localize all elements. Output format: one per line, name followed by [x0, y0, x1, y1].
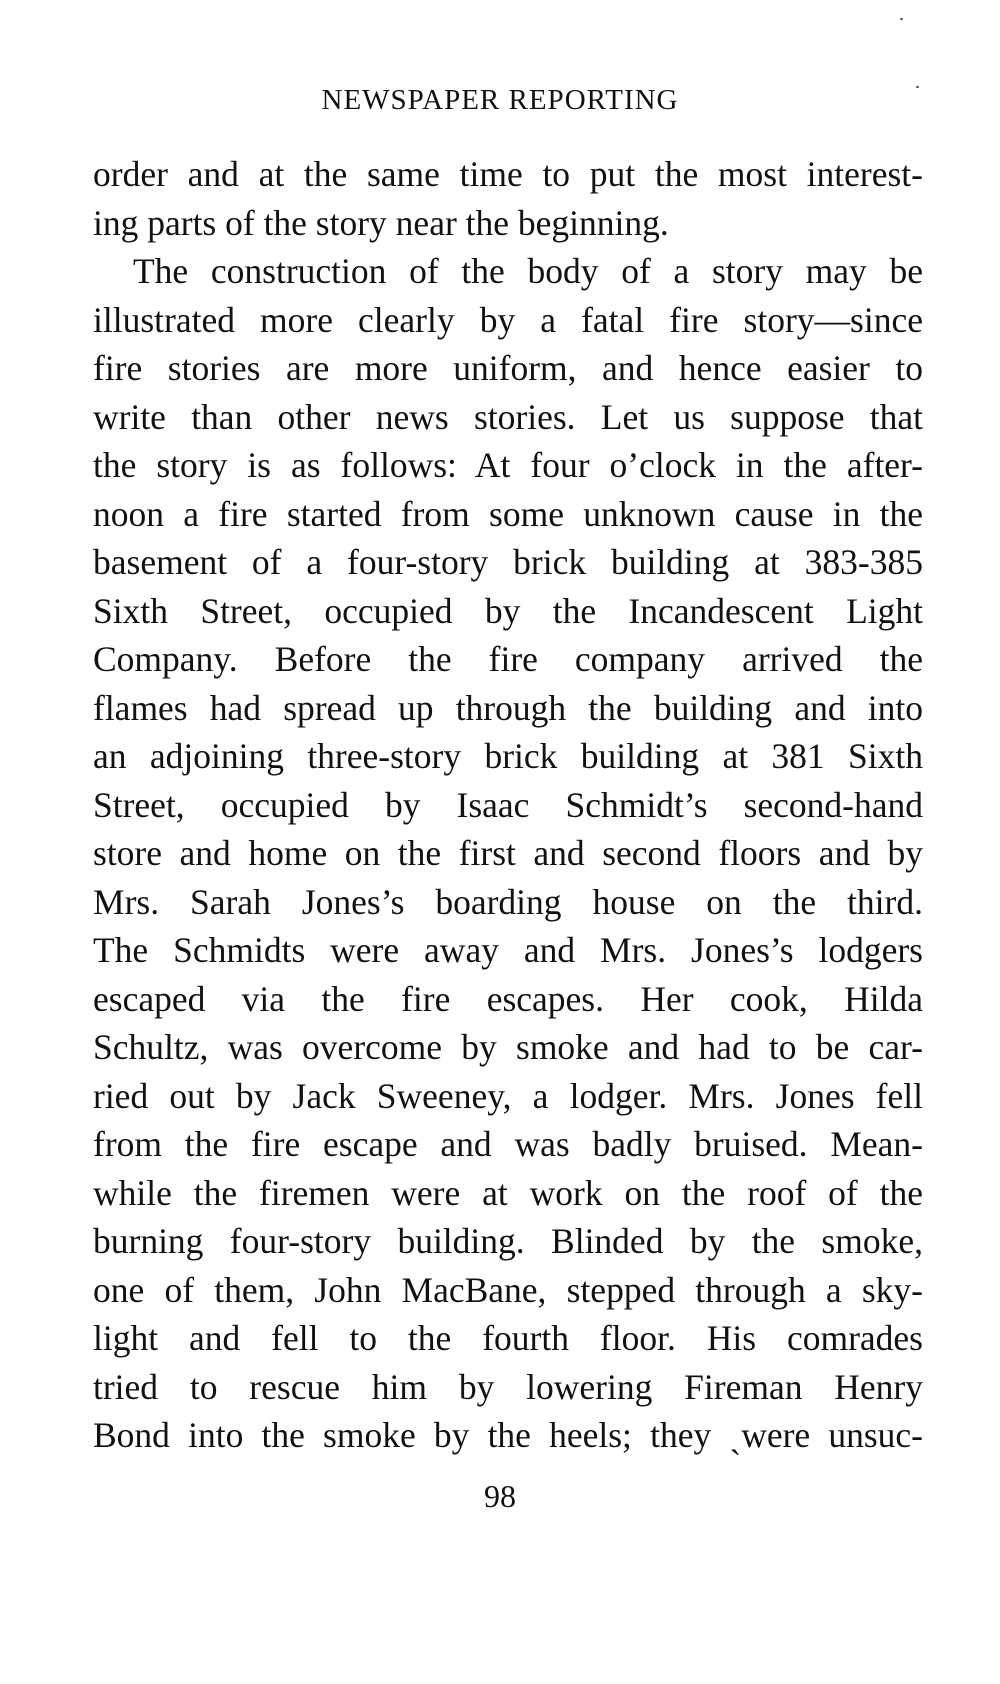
- text-line: Schultz, was overcome by smoke and had to be car-: [93, 1027, 923, 1067]
- text-line: Mrs. Sarah Jones’s boarding house on the third.: [93, 881, 923, 922]
- text-line: illustrated more clearly by a fatal fire story—since: [93, 299, 923, 340]
- text-line: Street, occupied by Isaac Schmidt’s second-hand: [93, 784, 923, 825]
- print-speck: [900, 18, 903, 20]
- body-text: [93, 150, 923, 1460]
- text-line: ried out by Jack Sweeney, a lodger. Mrs. Jones fell: [93, 1075, 923, 1116]
- text-line: while the firemen were at work on the roof of the: [93, 1172, 923, 1213]
- text-line: fire stories are more uniform, and hence easier to: [93, 348, 923, 388]
- text-line: store and home on the first and second floors and by: [93, 833, 923, 873]
- text-line: order and at the same time to put the most interest-: [93, 154, 923, 194]
- text-line: an adjoining three-story brick building at 381 Sixth: [93, 736, 923, 776]
- running-head: NEWSPAPER REPORTING: [321, 84, 679, 116]
- text-line: Bond into the smoke by the heels; they ˎwere unsuc-: [93, 1415, 923, 1455]
- text-line: from the fire escape and was badly bruised. Mean-: [93, 1124, 923, 1164]
- text-line: tried to rescue him by lowering Fireman Henry: [93, 1366, 923, 1407]
- page-number: 98: [484, 1478, 516, 1514]
- text-line: the story is as follows: At four o’clock in the after-: [93, 445, 923, 485]
- text-line: one of them, John MacBane, stepped through a sky-: [93, 1269, 923, 1310]
- text-line: burning four-story building. Blinded by the smoke,: [93, 1221, 923, 1261]
- text-line: Sixth Street, occupied by the Incandescent Light: [93, 590, 923, 631]
- text-line: noon a fire started from some unknown cause in the: [93, 493, 923, 534]
- print-speck: [916, 86, 919, 88]
- text-line: ing parts of the story near the beginning.: [93, 202, 669, 243]
- text-line: The construction of the body of a story may be: [133, 251, 923, 291]
- text-line: light and fell to the fourth floor. His comrades: [93, 1318, 923, 1358]
- text-line: write than other news stories. Let us suppose that: [93, 396, 923, 437]
- text-line: The Schmidts were away and Mrs. Jones’s lodgers: [93, 930, 923, 970]
- text-line: basement of a four-story brick building at 383-385: [93, 542, 923, 582]
- text-line: escaped via the fire escapes. Her cook, Hilda: [93, 978, 923, 1019]
- text-line: Company. Before the fire company arrived the: [93, 639, 923, 679]
- text-line: flames had spread up through the building and into: [93, 687, 923, 728]
